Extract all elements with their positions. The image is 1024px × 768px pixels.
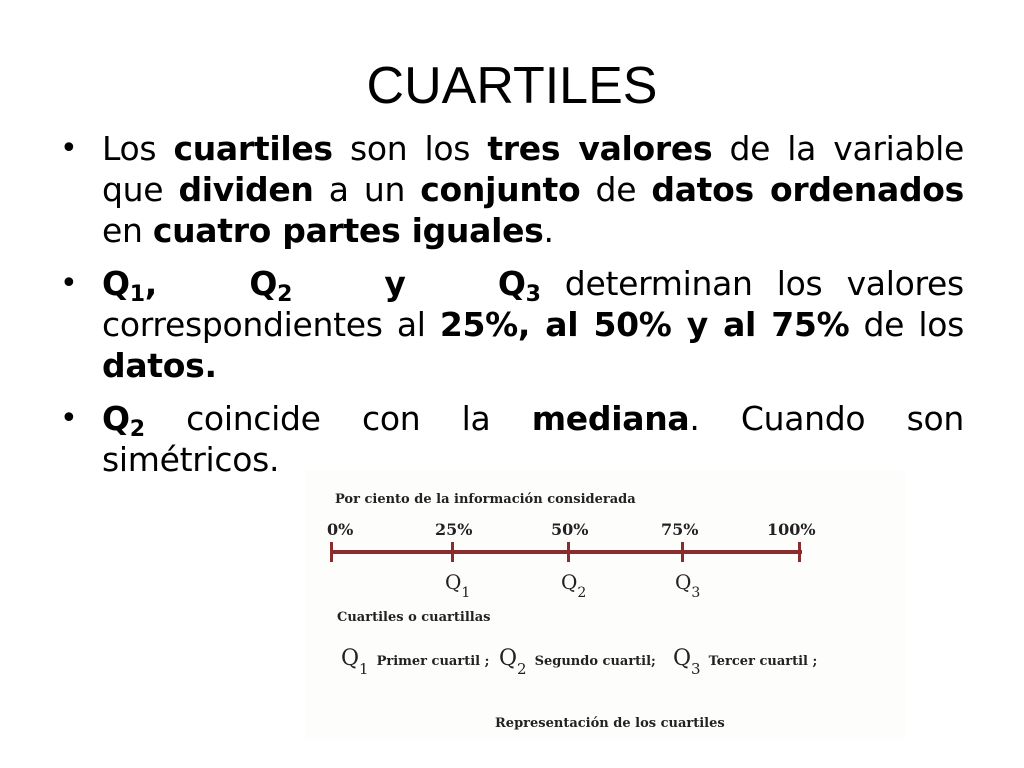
percent-label: 50%	[551, 520, 589, 539]
text: de los	[849, 305, 964, 344]
axis-tick	[451, 542, 454, 562]
legend-item-q2: $Q_2$ Segundo cuartil;	[499, 646, 656, 678]
text: coincide con la	[144, 399, 532, 438]
bold-text: datos ordenados	[651, 170, 964, 209]
bold-text: mediana	[531, 399, 690, 438]
diagram-caption: Representación de los cuartiles	[495, 716, 725, 731]
text: son los	[332, 129, 488, 168]
quartile-label-q2: $Q_2$	[561, 570, 587, 601]
bold-text: dividen	[178, 170, 314, 209]
bold-text: conjunto	[420, 170, 581, 209]
axis-tick	[681, 542, 684, 562]
text: a un	[313, 170, 421, 209]
text: de la variable que	[102, 129, 964, 209]
q3-symbol: $Q_3$	[497, 264, 541, 307]
text: . Cuando son simétricos.	[102, 399, 964, 479]
diagram-title: Por ciento de la información considerada	[335, 492, 636, 507]
quartile-label-q1: $Q_1$	[445, 570, 471, 601]
q1-symbol: $Q_1$,	[102, 264, 158, 307]
percent-axis-line	[330, 550, 802, 554]
q2-symbol: $Q_2$	[249, 264, 293, 307]
quartile-label-q3: $Q_3$	[675, 570, 701, 601]
text: Los	[102, 129, 174, 168]
axis-tick	[567, 542, 570, 562]
slide-title: CUARTILES	[366, 57, 658, 115]
q2-symbol: $Q_2$	[102, 399, 145, 442]
quartile-diagram	[305, 470, 905, 740]
bold-text: cuartiles	[173, 129, 333, 168]
and-word: y	[384, 264, 406, 303]
percent-label: 0%	[327, 520, 354, 539]
bullet-dot-icon: •	[60, 401, 78, 436]
bullet-item-1	[60, 128, 964, 251]
axis-tick	[330, 542, 333, 562]
text: .	[543, 211, 554, 250]
text: en	[102, 211, 153, 250]
bullet-dot-icon: •	[60, 266, 78, 301]
percent-label: 100%	[767, 520, 816, 539]
text: determinan los valores correspondientes al	[102, 264, 964, 344]
axis-tick	[798, 542, 801, 562]
bullet-dot-icon: •	[60, 131, 78, 166]
diagram-subtitle: Cuartiles o cuartillas	[337, 610, 491, 625]
text: de	[580, 170, 652, 209]
bold-text: datos.	[102, 346, 217, 385]
bullet-item-2	[60, 263, 964, 386]
bold-text: tres valores	[487, 129, 713, 168]
bold-text: cuatro partes iguales	[152, 211, 544, 250]
bullet-item-3	[60, 398, 964, 480]
bullet-list	[60, 128, 964, 492]
legend-item-q1: $Q_1$ Primer cuartil ;	[341, 646, 490, 678]
legend-item-q3: $Q_3$ Tercer cuartil ;	[673, 646, 818, 678]
percent-label: 25%	[435, 520, 473, 539]
percent-label: 75%	[661, 520, 699, 539]
bold-text: 25%, al 50% y al 75%	[439, 305, 850, 344]
